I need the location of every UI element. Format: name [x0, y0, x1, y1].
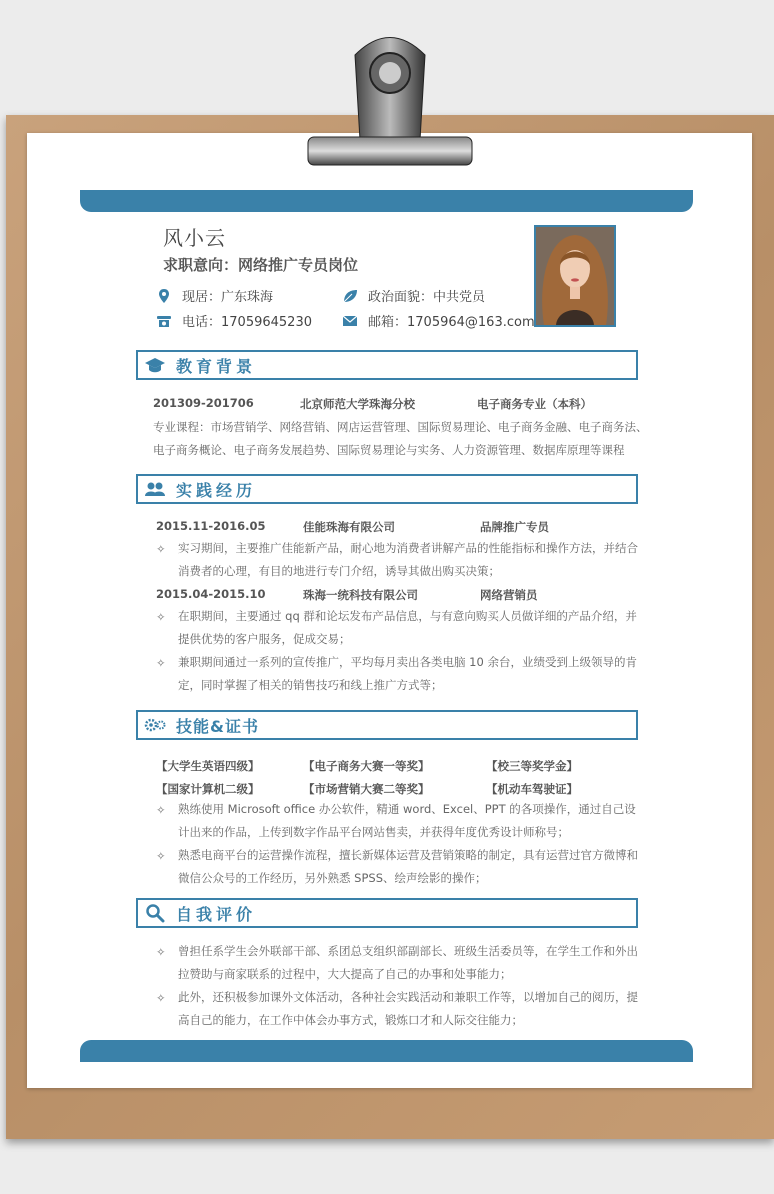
people-icon	[144, 479, 166, 499]
binder-clip-icon	[300, 25, 480, 175]
mail-icon	[342, 313, 358, 329]
cert-item: 【国家计算机二级】	[156, 782, 260, 796]
job1-description: 实习期间，主要推广佳能新产品，耐心地为消费者讲解产品的性能指标和操作方法，并结合消费者的心理，有目的地进行专门介绍，诱导其做出购买决策；	[178, 541, 638, 578]
cert-item: 【大学生英语四级】	[156, 759, 260, 773]
bullet-icon: ✧	[156, 656, 166, 670]
bullet-icon: ✧	[156, 849, 166, 863]
job1-role: 品牌推广专员	[480, 520, 549, 534]
section-header-practice	[136, 474, 638, 504]
job1-period: 2015.11-2016.05	[156, 519, 266, 533]
job2-company: 珠海一统科技有限公司	[303, 588, 418, 602]
location-icon	[156, 288, 172, 304]
self-description-2: 此外，还积极参加课外文体活动，各种社会实践活动和兼职工作等，以增加自己的阅历，提高自己的能力，在工作中体会办事方式，锻炼口才和人际交往能力；	[178, 990, 638, 1027]
politics-text: 政治面貌：中共党员	[368, 290, 486, 305]
phone-row	[156, 311, 312, 330]
job1-company: 佳能珠海有限公司	[303, 520, 395, 534]
bullet-icon: ✧	[156, 610, 166, 624]
section-header-skills	[136, 710, 638, 740]
bullet-icon: ✧	[156, 542, 166, 556]
skills-description-1: 熟练使用 Microsoft office 办公软件，精通 word、Excel、PPT 的各项操作，通过自己设计出来的作品，上传到数字作品平台网站售卖，并获得年度优秀设计师称号；	[178, 802, 636, 839]
bullet-icon: ✧	[156, 945, 166, 959]
location-text: 现居：广东珠海	[182, 290, 274, 305]
phone-text: 电话：17059645230	[182, 315, 312, 330]
section-header-self	[136, 898, 638, 928]
bullet-icon: ✧	[156, 991, 166, 1005]
email-row	[342, 311, 535, 330]
cert-item: 【机动车驾驶证】	[486, 782, 578, 796]
portrait-image	[536, 227, 614, 325]
job-intent: 求职意向：网络推广专员岗位	[163, 256, 359, 274]
job2-role: 网络营销员	[480, 588, 538, 602]
section-title-self: 自我评价	[176, 905, 257, 924]
bottom-color-band	[80, 1040, 693, 1062]
edu-major: 电子商务专业（本科）	[477, 397, 592, 411]
section-title-practice: 实践经历	[176, 481, 257, 500]
top-color-band	[80, 190, 693, 212]
edu-period: 201309-201706	[153, 396, 254, 410]
graduation-cap-icon	[144, 355, 166, 375]
edu-courses-line2: 电子商务概论、电子商务发展趋势、国际贸易理论与实务、人力资源管理、数据库原理等课程	[153, 443, 625, 457]
candidate-name: 风小云	[163, 226, 226, 250]
phone-icon	[156, 313, 172, 329]
cert-item: 【电子商务大赛一等奖】	[303, 759, 430, 773]
gears-icon	[144, 715, 166, 735]
politics-row	[342, 286, 485, 305]
edu-school: 北京师范大学珠海分校	[300, 397, 415, 411]
section-title-education: 教育背景	[176, 357, 257, 376]
bullet-icon: ✧	[156, 803, 166, 817]
email-text: 邮箱：1705964@163.com	[368, 315, 535, 330]
skills-description-2: 熟悉电商平台的运营操作流程，擅长新媒体运营及营销策略的制定，具有运营过官方微博和微信公众号的工作经历，另外熟悉 SPSS、绘声绘影的操作；	[178, 848, 638, 885]
cert-item: 【校三等奖学金】	[486, 759, 578, 773]
job2-period: 2015.04-2015.10	[156, 587, 266, 601]
location-row	[156, 286, 273, 305]
job2-description-2: 兼职期间通过一系列的宣传推广，平均每月卖出各类电脑 10 余台，业绩受到上级领导的肯定，同时掌握了相关的销售技巧和线上推广方式等；	[178, 655, 637, 692]
self-description-1: 曾担任系学生会外联部干部、系团总支组织部副部长、班级生活委员等，在学生工作和外出拉赞助与商家联系的过程中，大大提高了自己的办事和处事能力；	[178, 944, 638, 981]
job2-description-1: 在职期间，主要通过 qq 群和论坛发布产品信息，与有意向购买人员做详细的产品介绍，并提供优势的客户服务，促成交易；	[178, 609, 637, 646]
profile-photo	[534, 225, 616, 327]
section-header-education	[136, 350, 638, 380]
leaf-icon	[342, 288, 358, 304]
search-icon	[144, 903, 166, 923]
cert-item: 【市场营销大赛二等奖】	[303, 782, 430, 796]
section-title-skills: 技能&证书	[176, 717, 259, 736]
edu-courses-line1: 专业课程：市场营销学、网络营销、网店运营管理、国际贸易理论、电子商务金融、电子商务法、	[153, 420, 648, 434]
